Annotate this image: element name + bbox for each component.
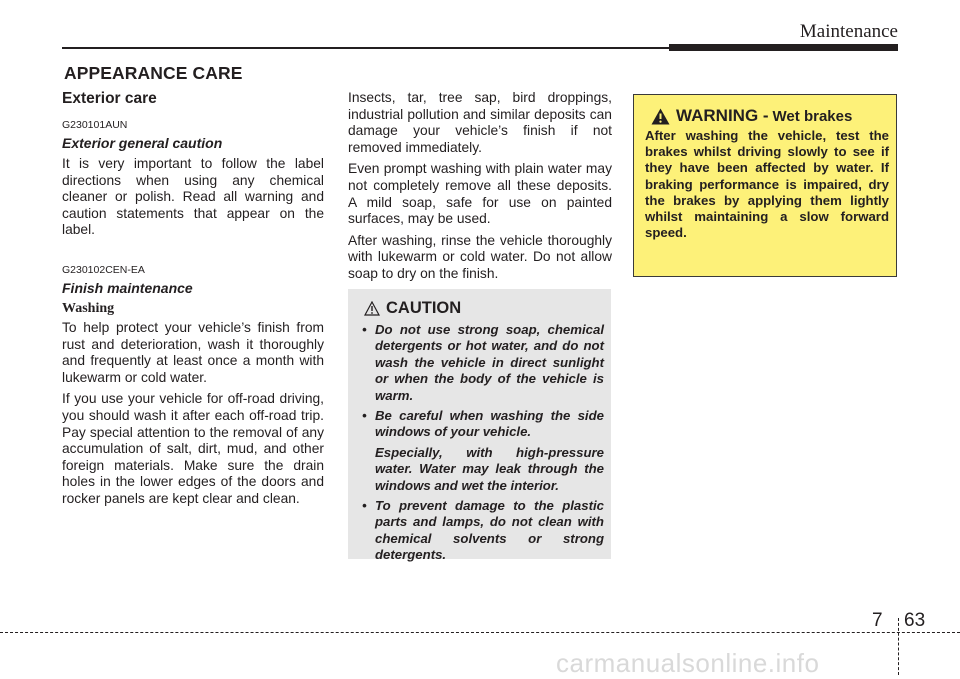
footer-divider — [898, 618, 899, 675]
header-title: Maintenance — [799, 21, 898, 42]
section-code: G230102CEN-EA — [62, 263, 145, 276]
warning-subtitle: Wet brakes — [772, 108, 853, 125]
caution-item-text: Be careful when washing the side windows of your vehicle. — [375, 408, 604, 440]
paragraph: If you use your vehicle for off-road driving, you should wash it after each off-road trip. Pay special attention to the removal of any accumulation of salt, dirt, mud, and other foreign materials. Make sure the drain holes in the lower edges of the doors and rocker panels are kept clear and clean. — [62, 391, 324, 506]
watermark: carmanualsonline.info — [556, 648, 820, 678]
caution-list — [362, 322, 604, 568]
paragraph: Insects, tar, tree sap, bird droppings, industrial pollution and similar deposits can damage your vehicle’s finish if not removed immediately. — [348, 90, 612, 155]
warning-triangle-icon — [651, 108, 670, 125]
caution-item — [362, 322, 604, 404]
subheading-finish-maintenance: Finish maintenance — [62, 279, 193, 296]
paragraph: To help protect your vehicle’s finish from rust and deterioration, wash it thoroughly and frequently at least once a month with lukewarm or cold water. — [62, 319, 324, 385]
caution-item-text: To prevent damage to the plastic parts and lamps, do not clean with chemical solvents or strong detergents. — [375, 498, 604, 563]
caution-item-continuation: Especially, with high-pressure water. Water may leak through the windows and wet the interior. — [375, 444, 604, 493]
exterior-care-heading: Exterior care — [62, 90, 157, 107]
caution-triangle-icon — [364, 301, 380, 316]
warning-box — [633, 94, 897, 277]
bullet: • — [362, 322, 367, 337]
warning-label: WARNING - — [676, 106, 769, 125]
caution-item — [362, 498, 604, 564]
paragraph: It is very important to follow the label directions when using any chemical cleaner or polish. Read all warning and caution statements that appear on the label. — [62, 156, 324, 238]
header-rule — [62, 47, 669, 49]
footer-rule — [0, 632, 960, 633]
caution-title — [364, 299, 461, 318]
subheading-general-caution: Exterior general caution — [62, 135, 223, 151]
paragraph: After washing, rinse the vehicle thoroughly with lukewarm or cold water. Do not allow soap to dry on the finish. — [348, 232, 612, 281]
caution-box — [348, 289, 611, 563]
left-column — [62, 90, 324, 513]
page-number: 63 — [904, 610, 926, 631]
middle-column — [348, 90, 612, 288]
bullet: • — [362, 408, 367, 424]
section-title: APPEARANCE CARE — [64, 63, 243, 83]
header-bar — [669, 44, 898, 51]
chapter-number: 7 — [872, 610, 883, 631]
warning-title — [651, 106, 852, 126]
subheading-washing: Washing — [62, 300, 115, 316]
caution-item — [362, 408, 604, 494]
caution-item-text: Do not use strong soap, chemical detergents or hot water, and do not wash the vehicle in direct sunlight or when the body of the vehicle is warm. — [375, 322, 604, 403]
caution-label: CAUTION — [386, 299, 462, 317]
paragraph: Even prompt washing with plain water may not completely remove all these deposits. A mild soap, safe for use on painted surfaces, may be used. — [348, 161, 612, 227]
section-code: G230101AUN — [62, 119, 128, 131]
warning-text: After washing the vehicle, test the brakes whilst driving slowly to see if they have been affected by water. If braking performance is impaired, dry the brakes by applying them lightly whilst maintaining a slow forward speed. — [645, 128, 889, 241]
bullet: • — [362, 498, 367, 514]
